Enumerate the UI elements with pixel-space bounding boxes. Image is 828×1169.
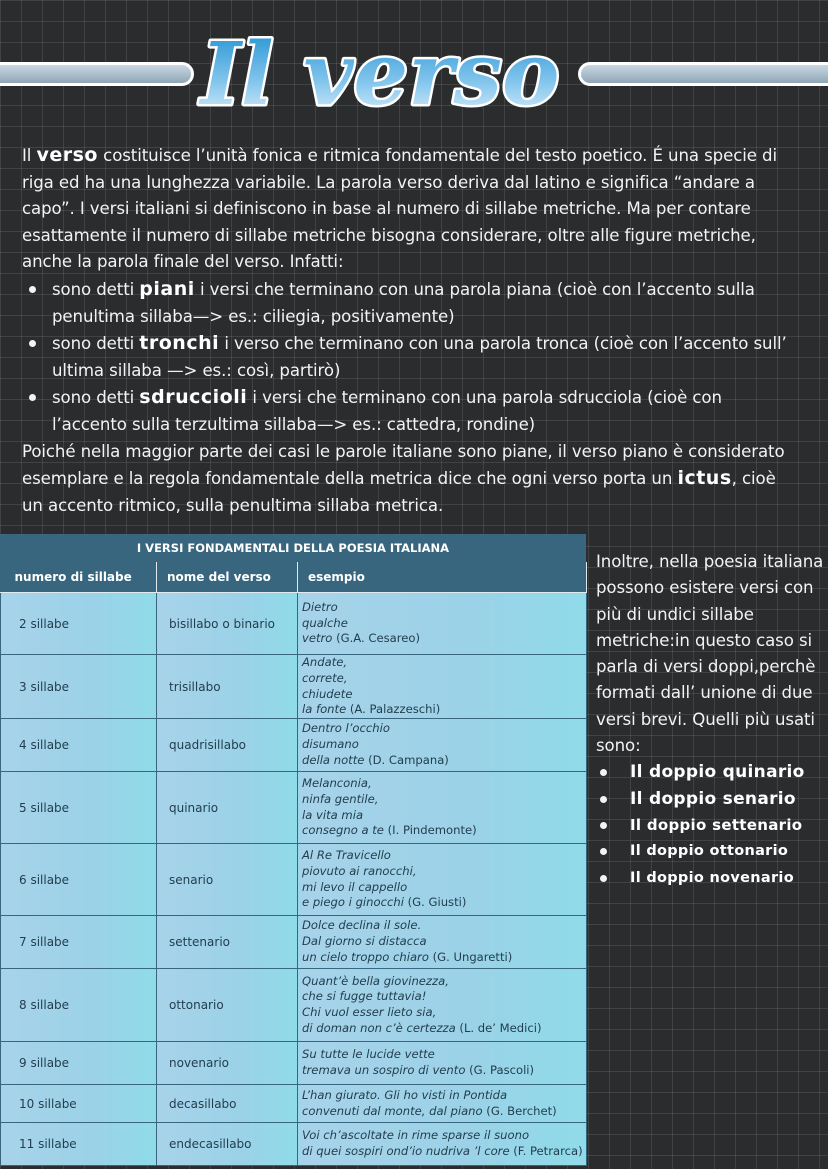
example-line: Andate, [302, 655, 348, 669]
example-line: piovuto ai ranocchi, [302, 863, 417, 878]
example-line: che si fugge tuttavia! [302, 989, 427, 1004]
example-line: Dolce declina il sole. [302, 918, 422, 933]
example-author: (A. Palazzeschi) [349, 702, 441, 717]
syllable-count-cell: 3 sillabe [1, 655, 157, 719]
example-author: (I. Pindemonte) [387, 823, 477, 838]
list-item: sono detti tronchi i verso che terminano con una parola tronca (cioè con l’accento sull’ ultima sillaba —> es.: così, partirò) [22, 330, 787, 384]
list-item: Il doppio quinario [596, 759, 826, 785]
keyword-tronchi: tronchi [139, 332, 220, 355]
example-author: (G. Pascoli) [469, 1063, 535, 1078]
example-author: (G. Giusti) [407, 895, 467, 910]
example-cell [298, 655, 587, 719]
table-row [1, 969, 587, 1042]
table-row [1, 844, 587, 916]
example-author: (G. Ungaretti) [432, 950, 513, 965]
list-item: Il doppio senario [596, 786, 826, 812]
table-row [1, 719, 587, 772]
keyword-sdruccioli: sdruccioli [139, 386, 248, 409]
table-row [1, 593, 587, 655]
example-line: della notte (D. Campana) [302, 753, 449, 768]
example-cell [298, 1042, 587, 1085]
example-line: disumano [302, 737, 359, 752]
example-line: la fonte (A. Palazzeschi) [302, 702, 441, 717]
example-line: mi levo il cappello [302, 879, 408, 894]
example-author: (G. Berchet) [486, 1103, 557, 1118]
syllable-count-cell: 6 sillabe [1, 844, 157, 916]
verse-name-cell: settenario [157, 916, 298, 969]
keyword-verso: verso [36, 144, 98, 166]
syllable-count-cell: 9 sillabe [1, 1042, 157, 1085]
example-line: Dentro l’occhio [302, 721, 390, 736]
example-cell [298, 1123, 587, 1166]
sidebar-note [596, 549, 826, 891]
list-item: Il doppio settenario [596, 812, 826, 838]
table-title: I VERSI FONDAMENTALI DELLA POESIA ITALIANA [136, 541, 450, 555]
table-row [1, 655, 587, 719]
page-title [190, 6, 570, 138]
title-banner-left [0, 62, 194, 86]
syllable-count-cell: 5 sillabe [1, 772, 157, 844]
example-line: vetro (G.A. Cesareo) [302, 631, 421, 646]
verse-name-cell: ottonario [157, 969, 298, 1042]
column-header: numero di sillabe [1, 562, 157, 593]
verse-name-cell: decasillabo [157, 1085, 298, 1123]
example-line: Su tutte le lucide vette [302, 1047, 435, 1062]
verse-name-cell: trisillabo [157, 655, 298, 719]
example-line: Quant’è bella giovinezza, [302, 973, 449, 988]
example-cell [298, 719, 587, 772]
example-line: Melanconia, [302, 776, 372, 791]
list-item: Il doppio ottonario [596, 838, 826, 864]
example-line: consegno a te (I. Pindemonte) [302, 823, 477, 838]
title-banner-right [578, 62, 828, 86]
table-header-row [1, 562, 587, 593]
example-line: L’han giurato. Gli ho visti in Pontida [302, 1087, 508, 1102]
verse-types-list [22, 276, 787, 439]
syllable-count-cell: 2 sillabe [1, 593, 157, 655]
example-line: convenuti dal monte, dal piano (G. Berchet) [302, 1103, 557, 1118]
example-cell [298, 969, 587, 1042]
verse-name-cell: quadrisillabo [157, 719, 298, 772]
example-line: la vita mia [302, 807, 364, 822]
intro-text [22, 142, 787, 519]
title-text: Il verso [200, 24, 560, 125]
ictus-paragraph: Poiché nella maggior parte dei casi le parole italiane sono piane, il verso piano è considerato esemplare e la regola fondamentale della metrica dice che ogni verso porta un ictus, cioè un accento ritmico, sulla penultima sillaba metrica. [22, 441, 785, 515]
example-line: e piego i ginocchi (G. Giusti) [302, 895, 467, 910]
example-cell [298, 844, 587, 916]
example-line: correte, [302, 670, 348, 685]
verse-name-cell: endecasillabo [157, 1123, 298, 1166]
table-row [1, 1123, 587, 1166]
verse-name-cell: novenario [157, 1042, 298, 1085]
example-cell [298, 1085, 587, 1123]
verse-name-cell: quinario [157, 772, 298, 844]
example-author: (L. de’ Medici) [459, 1020, 542, 1035]
example-line: di quei sospiri ond’io nudriva ’l core (F. Petrarca) [302, 1144, 583, 1159]
example-author: (G.A. Cesareo) [336, 631, 421, 646]
list-item: sono detti piani i versi che terminano con una parola piana (cioè con l’accento sulla penultima sillaba—> es.: ciliegia, positivamente) [22, 276, 787, 330]
syllable-count-cell: 4 sillabe [1, 719, 157, 772]
example-line: tremava un sospiro di vento (G. Pascoli) [302, 1063, 535, 1078]
example-line: Al Re Travicello [302, 848, 391, 863]
example-line: Dietro [302, 599, 338, 614]
syllable-count-cell: 11 sillabe [1, 1123, 157, 1166]
table-row [1, 916, 587, 969]
example-line: Chi vuol esser lieto sia, [302, 1005, 437, 1020]
example-cell [298, 772, 587, 844]
example-line: chiudete [302, 686, 353, 701]
example-author: (F. Petrarca) [513, 1144, 583, 1159]
example-line: qualche [302, 615, 348, 630]
example-line: un cielo troppo chiaro (G. Ungaretti) [302, 950, 513, 965]
table-row [1, 1042, 587, 1085]
verse-name-cell: senario [157, 844, 298, 916]
example-line: di doman non c’è certezza (L. de’ Medici) [302, 1020, 542, 1035]
list-item: sono detti sdruccioli i versi che terminano con una parola sdrucciola (cioè con l’accento sulla terzultima sillaba—> es.: cattedra, rondine) [22, 384, 787, 438]
double-verse-list [596, 759, 826, 890]
example-line: ninfa gentile, [302, 791, 379, 806]
table-row [1, 1085, 587, 1123]
example-line: Dal giorno si distacca [302, 934, 427, 949]
example-author: (D. Campana) [368, 753, 449, 768]
keyword-ictus: ictus [677, 467, 732, 490]
column-header: esempio [298, 562, 587, 593]
column-header: nome del verso [157, 562, 298, 593]
example-line: Voi ch’ascoltate in rime sparse il suono [302, 1128, 530, 1143]
syllable-count-cell: 8 sillabe [1, 969, 157, 1042]
example-cell [298, 593, 587, 655]
table-row [1, 772, 587, 844]
side-paragraph: Inoltre, nella poesia italiana possono esistere versi con più di undici sillabe metriche:in questo caso si parla di versi doppi,perchè formati dall’ unione di due versi brevi. Quelli più usati sono: [596, 552, 824, 756]
verse-name-cell: bisillabo o binario [157, 593, 298, 655]
verse-table [0, 534, 586, 1159]
list-item: Il doppio novenario [596, 865, 826, 891]
syllable-count-cell: 7 sillabe [1, 916, 157, 969]
intro-paragraph: Il verso costituisce l’unità fonica e ritmica fondamentale del testo poetico. É una specie di riga ed ha una lunghezza variabile. La parola verso deriva dal latino e significa “andare a capo”. I versi italiani si definiscono in base al numero di sillabe metriche. Ma per contare esattamente il numero di sillabe metriche bisogna considerare, oltre alle figure metriche, anche la parola finale del verso. Infatti: [22, 144, 777, 272]
syllable-count-cell: 10 sillabe [1, 1085, 157, 1123]
example-cell [298, 916, 587, 969]
keyword-piani: piani [139, 277, 195, 300]
